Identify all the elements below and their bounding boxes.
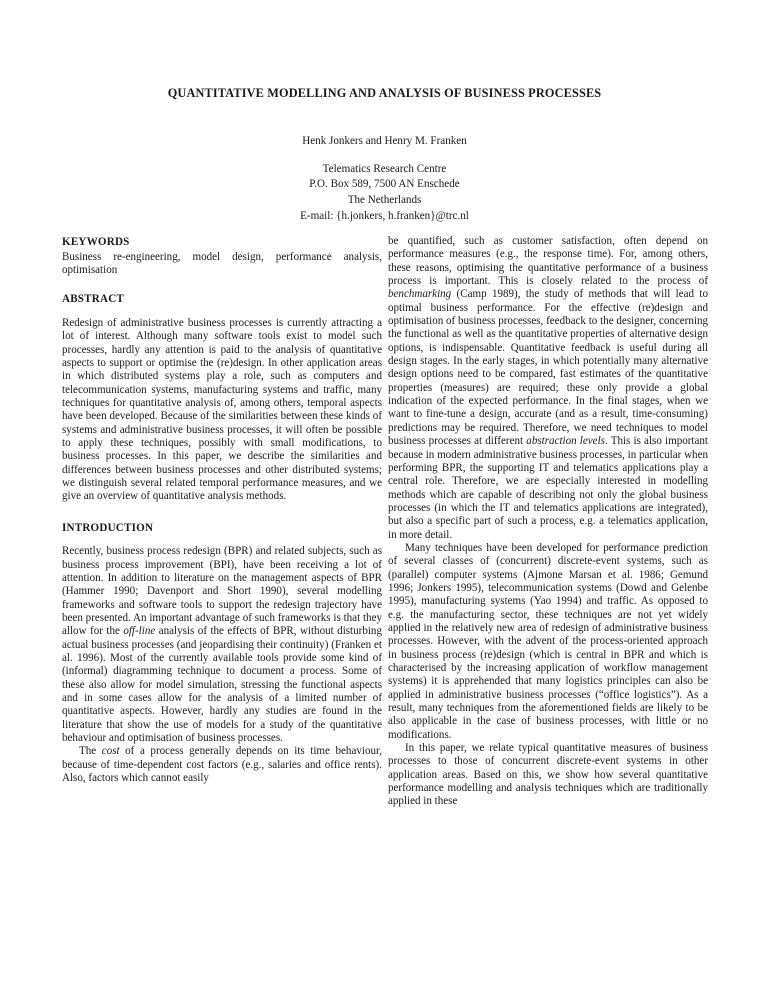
column-right xyxy=(388,235,708,809)
intro-p2-emphasis-benchmarking: benchmarking xyxy=(388,288,452,301)
keywords-heading: KEYWORDS xyxy=(62,236,130,248)
intro-p1-text-b: analysis of the effects of BPR, without disturbing actual business processes (and jeopardising their continuity) (Franken et al. 1996). Most of the currently available tools provide some kind of (informal) diagramming technique to document a process. Some of these also allow for model simulation, stressing the functional aspects and in some cases allow for the analysis of a limited number of quantitative aspects. However, hardly any studies are found in the literature that show the use of models for a study of the quantitative behaviour and optimisation of business processes. xyxy=(62,625,382,745)
intro-p2-text-a: The xyxy=(79,745,102,758)
affiliation-email: E-mail: {h.jonkers, h.franken}@trc.nl xyxy=(300,209,469,222)
abstract-heading: ABSTRACT xyxy=(62,293,125,306)
introduction-paragraph-2-left xyxy=(62,745,382,785)
affiliation-address: P.O. Box 589, 7500 AN Enschede xyxy=(309,178,460,191)
affiliation-country: The Netherlands xyxy=(347,193,422,206)
paper-header xyxy=(62,86,707,224)
affiliation-block xyxy=(62,149,707,224)
intro-p2-text-d: (Camp 1989), the study of methods that will lead to optimal business performance. For the effective (re)design and optimisation of business processes, feedback to the designer, concerning the functional as well as the quantitative properties of alternative design options, is indispensable. Quantitative feedback is useful during all design stages. In the early stages, in which potentially many alternative design options need to be compared, fast estimates of the quantitative properties (measures) are required; these only provide a global indication of the expected performance. In the final stages, when we want to fine-tune a design, accurate (and as a result, time-consuming) predictions may be required. Therefore, we need techniques to model business processes at different xyxy=(388,288,708,448)
intro-p2-emphasis-cost: cost xyxy=(101,745,120,758)
body-columns xyxy=(62,235,707,955)
introduction-heading: INTRODUCTION xyxy=(62,521,154,534)
intro-p2-text-c: be quantified, such as customer satisfaction, often depend on performance measures (e.g., the response time). For, among others, these reasons, optimising the quantitative performance of a business process is important. This is closely related to the process of xyxy=(388,235,708,288)
spacer xyxy=(62,536,382,545)
column-left xyxy=(62,235,382,785)
intro-p1-emphasis-offline: off-line xyxy=(123,625,156,638)
keywords-text: Business re-engineering, model design, performance analysis, optimisation xyxy=(62,250,382,276)
abstract-paragraph: Redesign of administrative business processes is currently attracting a lot of interest. Although many software tools exist to model such processes, hardly any attention is paid to the analysis of quantitative aspects to support or optimise the (re)design. In other application areas in which distributed systems play a role, such as computers and telecommunication systems, manufacturing systems and traffic, many techniques for quantitative analysis of, among others, temporal aspects have been developed. Because of the similarities between these kinds of systems and administrative business processes, it will often be possible to apply these techniques, possibly with small modifications, to business processes. In this paper, we describe the similarities and differences between business processes and other distributed systems; we distinguish several related temporal performance measures, and we give an overview of quantitative analysis methods. xyxy=(62,316,382,503)
introduction-paragraph-2-right xyxy=(388,235,708,542)
intro-p1-text-a: Recently, business process redesign (BPR) and related subjects, such as business process improvement (BPI), have been receiving a lot of attention. In addition to literature on the management aspects of BPR (Hammer 1990; Davenport and Short 1990), several modelling frameworks and software tools to support the redesign trajectory have been presented. An important advantage of such frameworks is that they allow for the xyxy=(62,545,382,638)
author-list: Henk Jonkers and Henry M. Franken xyxy=(302,135,467,148)
intro-p2-text-b: of a process generally depends on its time behaviour, because of time-dependent cost factors (e.g., salaries and office rents). Also, factors which cannot easily xyxy=(62,745,382,785)
introduction-paragraph-1 xyxy=(62,545,382,745)
spacer xyxy=(62,504,382,521)
introduction-paragraph-4: In this paper, we relate typical quantitative measures of business processes to those of concurrent discrete-event systems in other application areas. Based on this, we show how several quantitative performance modelling and analysis techniques which are traditionally applied in these xyxy=(388,742,708,808)
intro-p2-emphasis-abstraction-levels: abstraction levels xyxy=(526,435,605,448)
intro-p2-text-e: . This is also important because in modern administrative business processes, in particular when performing BPR, the supporting IT and telematics applications play a central role. Therefore, we are especially interested in modelling methods which are capable of describing not only the global business processes (in which the IT and telematics applications are integrated), but also a specific part of such a process, e.g. a telematics application, in more detail. xyxy=(388,435,708,541)
page-title: QUANTITATIVE MODELLING AND ANALYSIS OF BUSINESS PROCESSES xyxy=(167,86,602,100)
introduction-paragraph-3: Many techniques have been developed for performance prediction of several classes of (concurrent) discrete-event systems, such as (parallel) computer systems (Ajmone Marsan et al. 1986; Gemund 1996; Jonkers 1995), telecommunication systems (Dowd and Gelenbe 1995), manufacturing systems (Yao 1994) and traffic. As opposed to e.g. the manufacturing sector, these techniques are not yet widely applied in the relatively new area of redesign of administrative business processes. However, with the advent of the process-oriented approach in business process (re)design (which is central in BPR and which is characterised by the increasing application of workflow management systems) it is apprehended that many logistics principles can also be applied in administrative business processes (“office logistics”). As a result, many techniques from the aforementioned fields are likely to be also applicable in the case of business processes, with little or no modifications. xyxy=(388,541,708,741)
spacer xyxy=(62,308,382,317)
spacer xyxy=(62,277,382,292)
affiliation-organisation: Telematics Research Centre xyxy=(322,162,447,175)
